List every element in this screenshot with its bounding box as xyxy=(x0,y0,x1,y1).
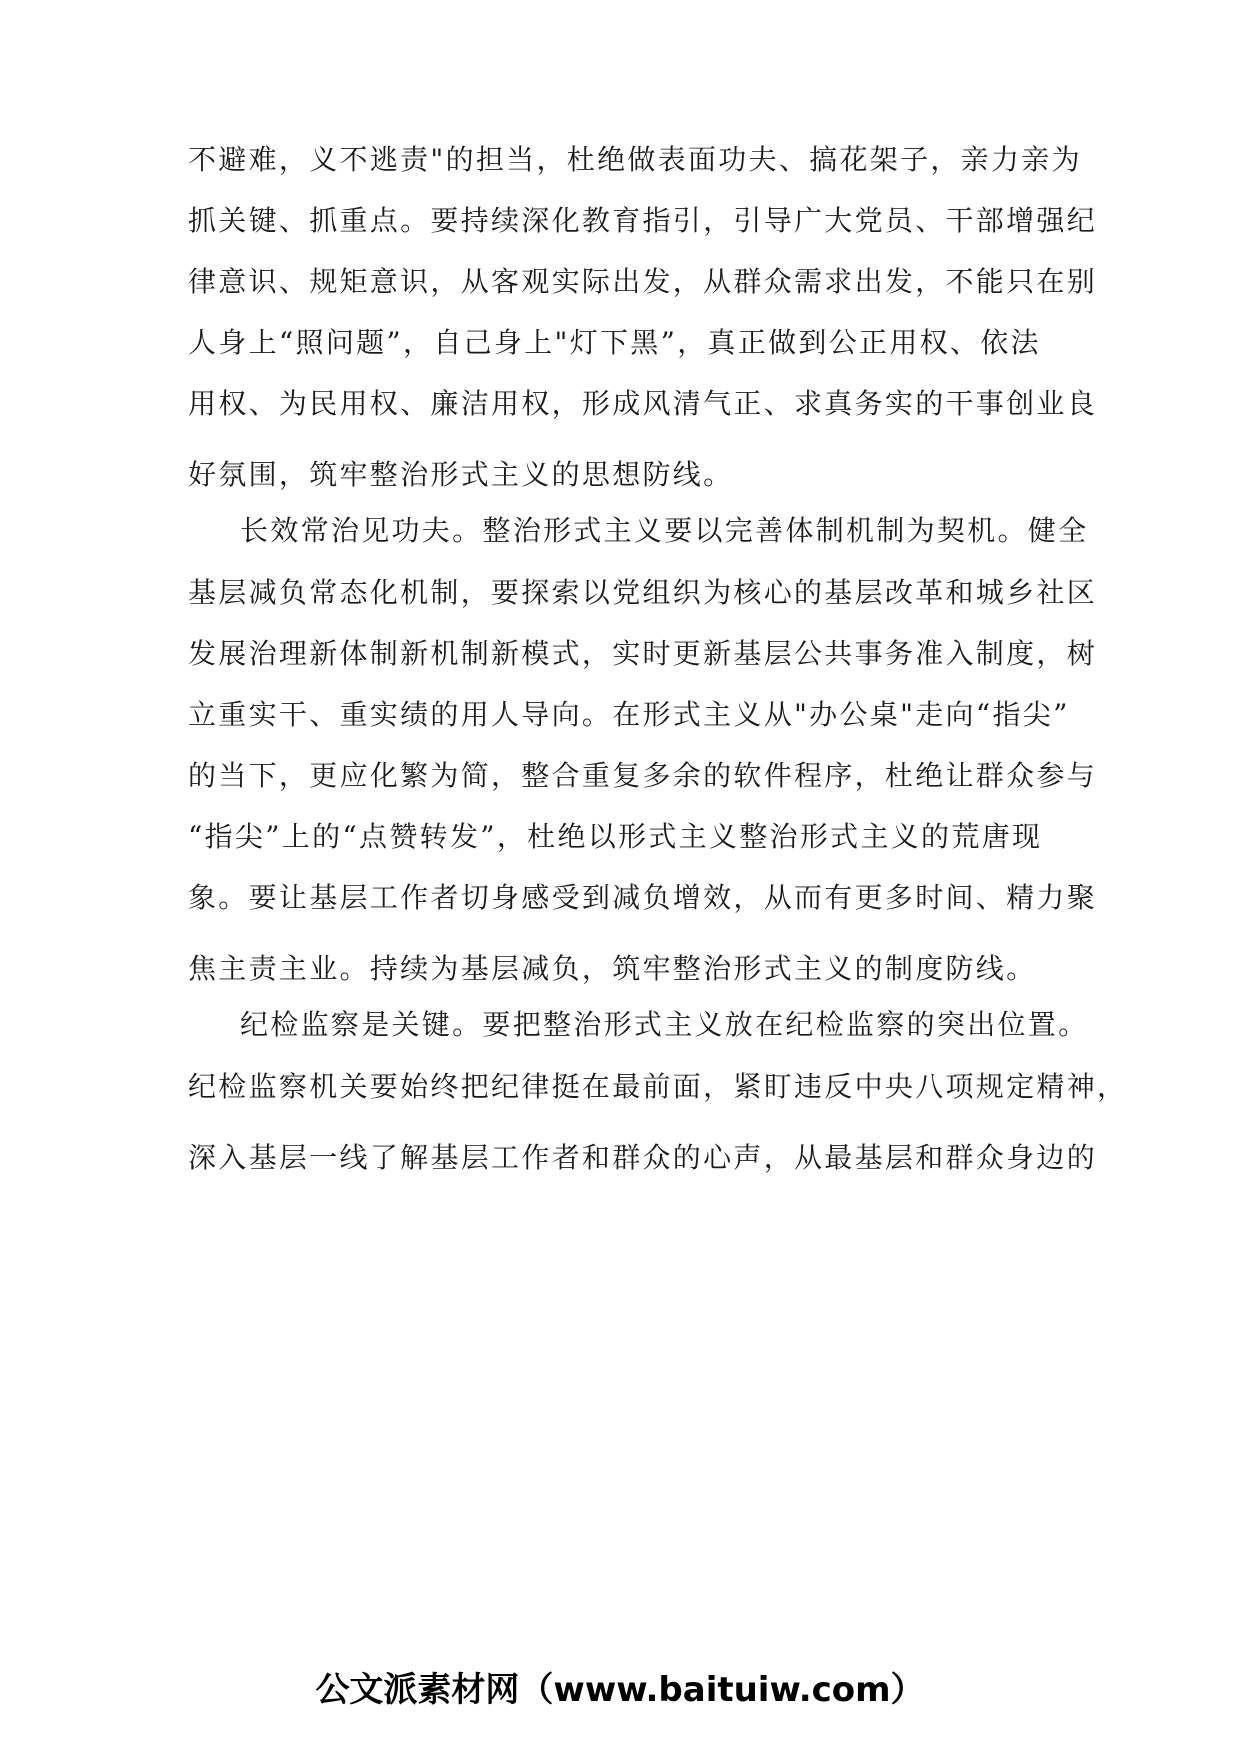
text-line-1: 不避难，义不逃责"的担当，杜绝做表面功夫、搞花架子，亲力亲为 xyxy=(188,143,1082,176)
text-line-14: 焦主责主业。持续为基层减负，筑牢整治形式主义的制度防线。 xyxy=(188,952,1037,985)
text-line-4: 人身上“照问题”，自己身上"灯下黑”，真正做到公正用权、依法 xyxy=(188,326,1041,359)
text-line-16: 纪检监察机关要始终把纪律挺在最前面，紧盯违反中央八项规定精神， xyxy=(188,1070,1128,1103)
site-footer-watermark: 公文派素材网（www.baituiw.com） xyxy=(315,1670,925,1710)
text-line-3: 律意识、规矩意识，从客观实际出发，从群众需求出发，不能只在别 xyxy=(188,265,1098,298)
text-line-17: 深入基层一线了解基层工作者和群众的心声，从最基层和群众身边的 xyxy=(188,1141,1098,1174)
text-line-11: 的当下，更应化繁为简，整合重复多余的软件程序，杜绝让群众参与 xyxy=(188,759,1098,792)
text-line-8: 基层减负常态化机制，要探索以党组织为核心的基层改革和城乡社区 xyxy=(188,576,1098,609)
text-line-12: “指尖”上的“点赞转发”，杜绝以形式主义整治形式主义的荒唐现 xyxy=(188,820,1043,853)
paragraph-2-first-line: 长效常治见功夫。整治形式主义要以完善体制机制为契机。健全 xyxy=(240,514,1089,547)
text-line-13: 象。要让基层工作者切身感受到减负增效，从而有更多时间、精力聚 xyxy=(188,881,1098,914)
text-line-6: 好氛围，筑牢整治形式主义的思想防线。 xyxy=(188,458,734,491)
paragraph-3-first-line: 纪检监察是关键。要把整治形式主义放在纪检监察的突出位置。 xyxy=(240,1008,1089,1041)
text-line-10: 立重实干、重实绩的用人导向。在形式主义从"办公桌"走向“指尖” xyxy=(188,698,1070,731)
text-line-9: 发展治理新体制新机制新模式，实时更新基层公共事务准入制度，树 xyxy=(188,637,1098,670)
text-line-2: 抓关键、抓重点。要持续深化教育指引，引导广大党员、干部增强纪 xyxy=(188,204,1098,237)
text-line-5: 用权、为民用权、廉洁用权，形成风清气正、求真务实的干事创业良 xyxy=(188,387,1098,420)
